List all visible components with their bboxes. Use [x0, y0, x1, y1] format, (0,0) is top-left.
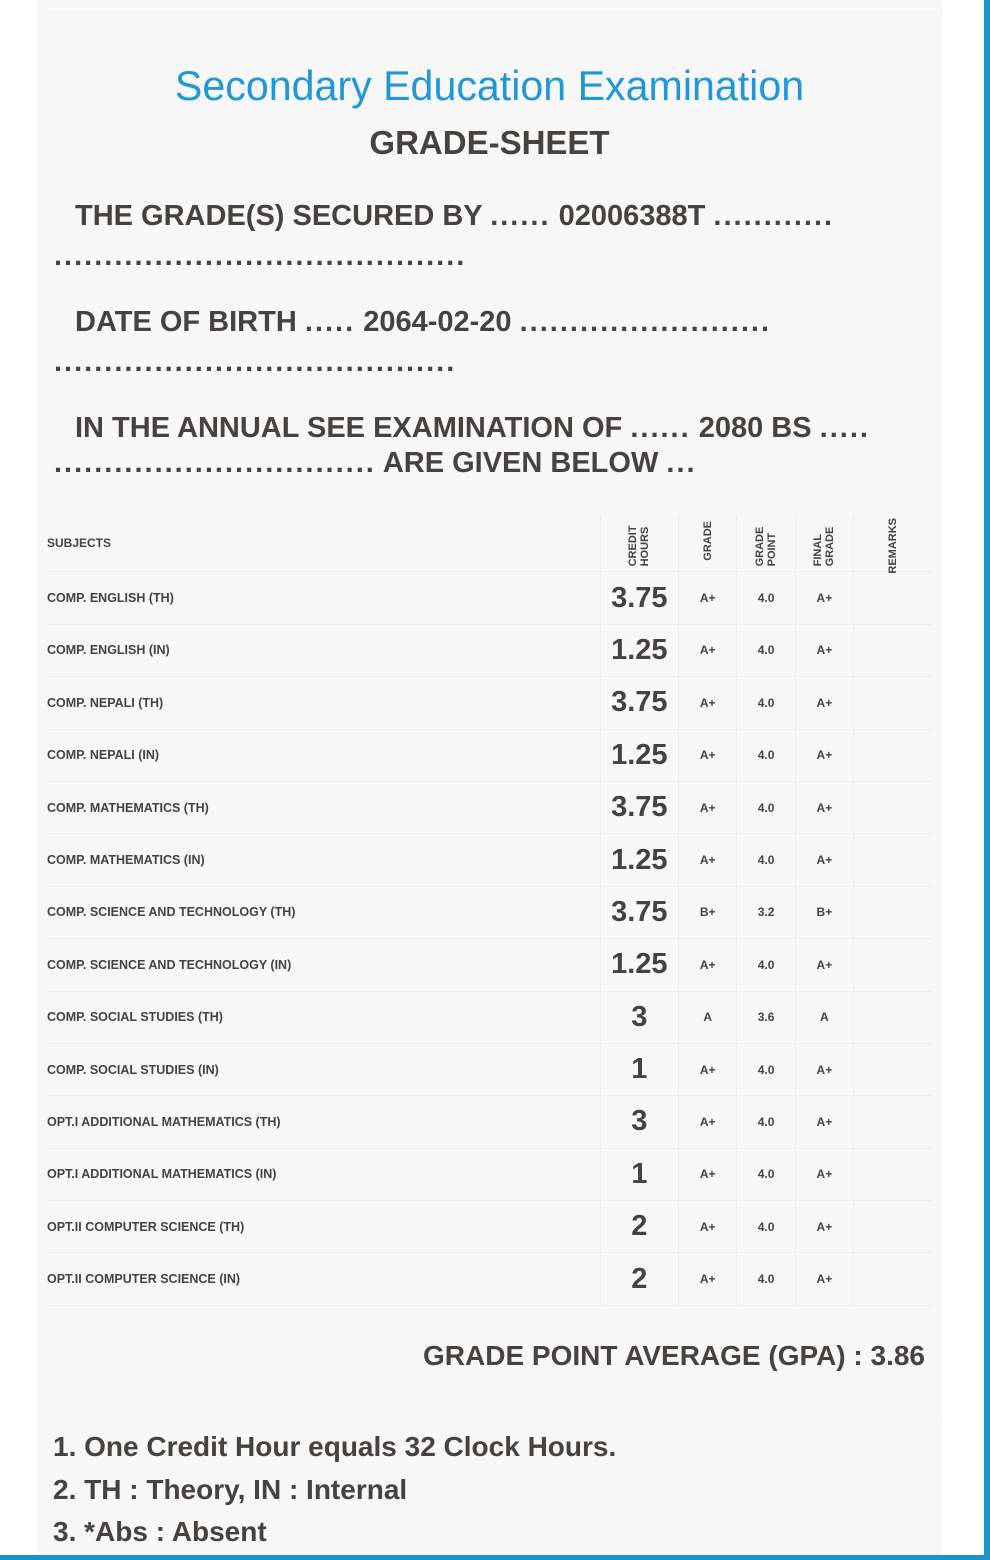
- remarks-cell: [854, 1043, 932, 1095]
- exam-year: 2080 BS: [698, 412, 812, 444]
- grade-point-cell: 4.0: [737, 1043, 795, 1095]
- grade-cell: A+: [679, 1201, 737, 1253]
- table-row: [47, 729, 932, 781]
- remarks-cell: [854, 886, 932, 938]
- gpa-divider: [45, 1417, 942, 1418]
- dots: ................................: [54, 447, 376, 479]
- final-grade-cell: A+: [795, 1201, 853, 1253]
- table-row: [47, 781, 932, 833]
- grade-point-cell: 4.0: [737, 781, 795, 833]
- credit-hours-cell: 3.75: [600, 886, 678, 938]
- subject-cell: COMP. SOCIAL STUDIES (IN): [47, 1043, 600, 1095]
- dots: ......: [490, 200, 551, 232]
- dots: .....: [819, 412, 870, 444]
- exam-title: Secondary Education Examination: [174, 62, 805, 109]
- table-header-row: [47, 515, 932, 572]
- header-credit-hours: CREDIT HOURS: [600, 515, 678, 572]
- grade-point-cell: 4.0: [737, 1148, 795, 1200]
- grade-point-cell: 4.0: [737, 834, 795, 886]
- credit-hours-cell: 2: [600, 1253, 678, 1305]
- subject-cell: COMP. MATHEMATICS (TH): [47, 781, 600, 833]
- grades-table: [47, 515, 932, 1306]
- table-row: [47, 1201, 932, 1253]
- dob-label: DATE OF BIRTH: [75, 306, 297, 338]
- grade-cell: A+: [679, 1253, 737, 1305]
- credit-hours-cell: 1: [600, 1043, 678, 1095]
- final-grade-cell: B+: [795, 886, 853, 938]
- grade-cell: A+: [679, 939, 737, 991]
- final-grade-cell: A+: [795, 572, 853, 624]
- credit-hours-cell: 1.25: [600, 939, 678, 991]
- grade-cell: A+: [679, 729, 737, 781]
- final-grade-cell: A+: [795, 781, 853, 833]
- credit-hours-cell: 3.75: [600, 572, 678, 624]
- note-item: 1. One Credit Hour equals 32 Clock Hours.: [53, 1431, 617, 1462]
- grade-point-cell: 4.0: [737, 1096, 795, 1148]
- dots: ...: [666, 447, 697, 479]
- grade-point-cell: 3.2: [737, 886, 795, 938]
- final-grade-cell: A+: [795, 1096, 853, 1148]
- table-row: [47, 991, 932, 1043]
- grade-cell: A: [679, 991, 737, 1043]
- note-item: 2. TH : Theory, IN : Internal: [53, 1473, 408, 1505]
- credit-hours-cell: 1.25: [600, 729, 678, 781]
- table-row: [47, 886, 932, 938]
- given-below-text: ARE GIVEN BELOW: [382, 447, 659, 479]
- remarks-cell: [854, 572, 932, 624]
- final-grade-cell: A+: [795, 729, 853, 781]
- remarks-cell: [854, 729, 932, 781]
- secured-by-label: THE GRADE(S) SECURED BY: [75, 200, 483, 232]
- grade-sheet-card: [37, 0, 942, 1555]
- subject-cell: COMP. SCIENCE AND TECHNOLOGY (TH): [47, 886, 600, 938]
- grade-point-cell: 4.0: [737, 677, 795, 729]
- grade-cell: A+: [679, 1148, 737, 1200]
- credit-hours-cell: 1: [600, 1148, 678, 1200]
- gpa-label: GRADE POINT AVERAGE (GPA) :: [423, 1340, 863, 1371]
- grade-point-cell: 4.0: [737, 572, 795, 624]
- symbol-number: 02006388T: [558, 200, 706, 232]
- table-row: [47, 1043, 932, 1095]
- note-item: 3. *Abs : Absent: [53, 1516, 267, 1547]
- dots: ........................................: [54, 346, 457, 378]
- dots: .........................: [519, 306, 772, 338]
- final-grade-cell: A+: [795, 834, 853, 886]
- credit-hours-cell: 2: [600, 1201, 678, 1253]
- grade-cell: A+: [679, 781, 737, 833]
- right-frame-border: [984, 0, 990, 1560]
- credit-hours-cell: 3.75: [600, 781, 678, 833]
- final-grade-cell: A+: [795, 677, 853, 729]
- subject-cell: OPT.II COMPUTER SCIENCE (TH): [47, 1201, 600, 1253]
- subject-cell: OPT.I ADDITIONAL MATHEMATICS (IN): [47, 1148, 600, 1200]
- credit-hours-cell: 3: [600, 991, 678, 1043]
- subject-cell: COMP. ENGLISH (TH): [47, 572, 600, 624]
- dots: ............: [713, 200, 835, 232]
- table-row: [47, 624, 932, 676]
- grade-point-cell: 4.0: [737, 1201, 795, 1253]
- header-grade: GRADE: [679, 515, 737, 572]
- subject-cell: COMP. NEPALI (IN): [47, 729, 600, 781]
- exam-line: [54, 412, 934, 445]
- remarks-cell: [854, 1148, 932, 1200]
- credit-hours-cell: 3.75: [600, 677, 678, 729]
- subject-cell: COMP. SCIENCE AND TECHNOLOGY (IN): [47, 939, 600, 991]
- table-row: [47, 1253, 932, 1305]
- final-grade-cell: A+: [795, 939, 853, 991]
- grade-point-cell: 4.0: [737, 939, 795, 991]
- subject-cell: OPT.II COMPUTER SCIENCE (IN): [47, 1253, 600, 1305]
- dots: ......: [630, 412, 691, 444]
- exam-label: IN THE ANNUAL SEE EXAMINATION OF: [75, 412, 623, 444]
- secured-by-line-2: [54, 240, 934, 273]
- remarks-cell: [854, 624, 932, 676]
- remarks-cell: [854, 991, 932, 1043]
- grade-cell: A+: [679, 677, 737, 729]
- exam-line-2: [54, 447, 934, 480]
- final-grade-cell: A: [795, 991, 853, 1043]
- subject-cell: COMP. SOCIAL STUDIES (TH): [47, 991, 600, 1043]
- grade-point-cell: 4.0: [737, 624, 795, 676]
- dob-value: 2064-02-20: [363, 306, 512, 338]
- grade-point-cell: 4.0: [737, 729, 795, 781]
- table-row: [47, 1096, 932, 1148]
- subject-cell: COMP. NEPALI (TH): [47, 677, 600, 729]
- grade-cell: A+: [679, 624, 737, 676]
- table-row: [47, 572, 932, 624]
- grade-sheet-heading: GRADE-SHEET: [369, 124, 610, 161]
- credit-hours-cell: 1.25: [600, 624, 678, 676]
- grade-cell: A+: [679, 834, 737, 886]
- final-grade-cell: A+: [795, 1148, 853, 1200]
- subject-cell: OPT.I ADDITIONAL MATHEMATICS (TH): [47, 1096, 600, 1148]
- grade-cell: A+: [679, 1043, 737, 1095]
- table-row: [47, 1148, 932, 1200]
- secured-by-line: [54, 200, 934, 233]
- dob-line: [54, 306, 934, 339]
- header-grade-point: GRADE POINT: [737, 515, 795, 572]
- header-subjects: SUBJECTS: [47, 515, 600, 572]
- header-final-grade: FINAL GRADE: [795, 515, 853, 572]
- remarks-cell: [854, 939, 932, 991]
- remarks-cell: [854, 1201, 932, 1253]
- subject-cell: COMP. MATHEMATICS (IN): [47, 834, 600, 886]
- table-row: [47, 834, 932, 886]
- remarks-cell: [854, 1096, 932, 1148]
- grade-point-cell: 4.0: [737, 1253, 795, 1305]
- final-grade-cell: A+: [795, 1253, 853, 1305]
- final-grade-cell: A+: [795, 1043, 853, 1095]
- table-row: [47, 939, 932, 991]
- notes-list: [53, 1426, 616, 1554]
- gpa-summary: [423, 1340, 925, 1372]
- subject-cell: COMP. ENGLISH (IN): [47, 624, 600, 676]
- credit-hours-cell: 1.25: [600, 834, 678, 886]
- remarks-cell: [854, 677, 932, 729]
- gpa-value: 3.86: [870, 1340, 925, 1371]
- header-remarks: REMARKS: [854, 515, 932, 572]
- credit-hours-cell: 3: [600, 1096, 678, 1148]
- remarks-cell: [854, 1253, 932, 1305]
- remarks-cell: [854, 781, 932, 833]
- grade-cell: B+: [679, 886, 737, 938]
- card-top-rule: [45, 8, 942, 9]
- grade-cell: A+: [679, 1096, 737, 1148]
- dob-line-2: [54, 346, 934, 379]
- bottom-frame-border: [0, 1555, 990, 1560]
- dots: .....: [304, 306, 356, 338]
- remarks-cell: [854, 834, 932, 886]
- final-grade-cell: A+: [795, 624, 853, 676]
- grade-cell: A+: [679, 572, 737, 624]
- dots: .........................................: [54, 240, 467, 272]
- table-row: [47, 677, 932, 729]
- grade-point-cell: 3.6: [737, 991, 795, 1043]
